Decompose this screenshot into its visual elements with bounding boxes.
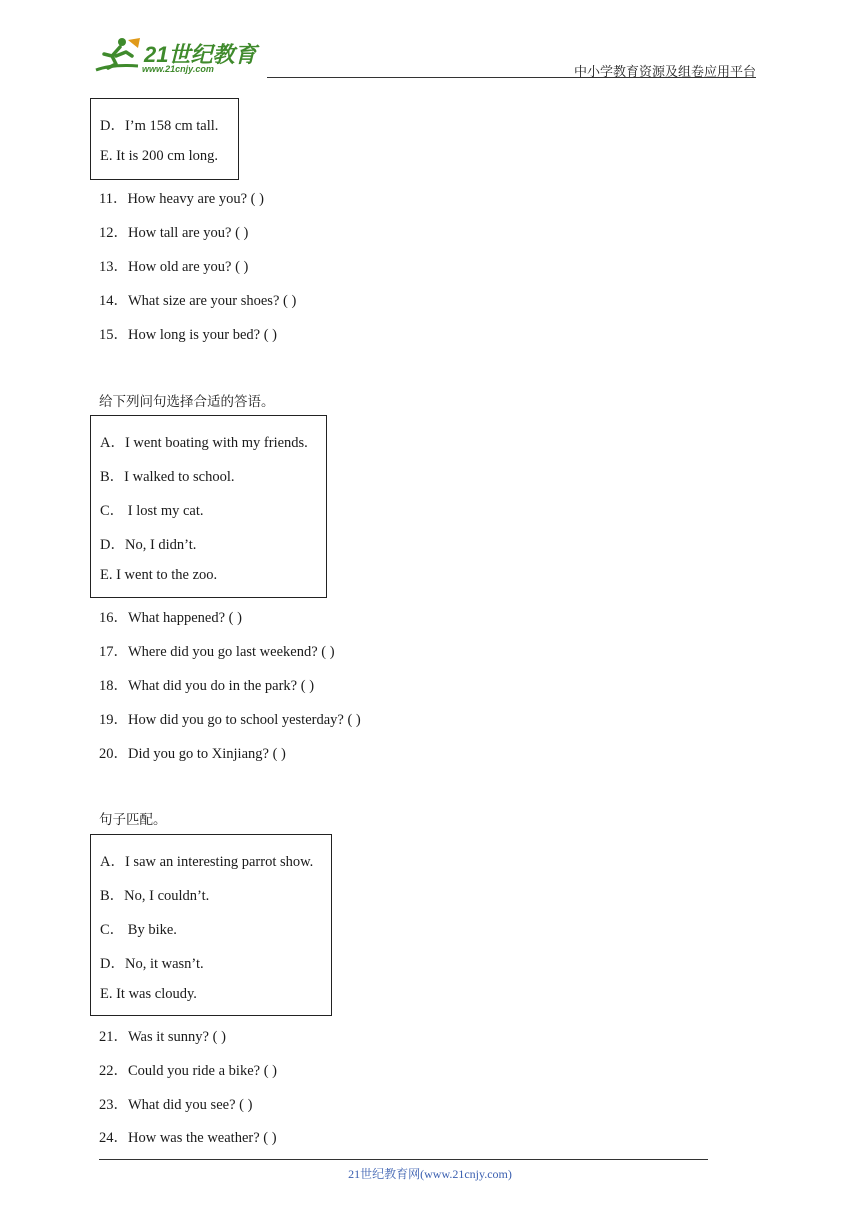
question-23: 23．What did you see? ( ) bbox=[99, 1097, 253, 1113]
platform-title: 中小学教育资源及组卷应用平台 bbox=[573, 64, 756, 79]
options-box-2 bbox=[90, 415, 327, 598]
option-d: D．No, it wasn’t. bbox=[100, 956, 204, 972]
options-box-3 bbox=[90, 834, 332, 1016]
section-title-3: 句子匹配。 bbox=[99, 812, 167, 828]
question-12: 12．How tall are you? ( ) bbox=[99, 225, 249, 241]
option-b: B．No, I couldn’t. bbox=[100, 888, 210, 904]
option-c: C． I lost my cat. bbox=[100, 503, 204, 519]
page-header bbox=[92, 34, 756, 78]
option-a: A．I saw an interesting parrot show. bbox=[100, 854, 314, 870]
option-c: C． By bike. bbox=[100, 922, 177, 938]
question-21: 21．Was it sunny? ( ) bbox=[99, 1029, 226, 1045]
option-d: D．No, I didn’t. bbox=[100, 537, 197, 553]
header-divider bbox=[267, 77, 756, 78]
option-d: D．I’m 158 cm tall. bbox=[100, 118, 219, 134]
option-e: E. It is 200 cm long. bbox=[100, 148, 219, 164]
question-17: 17．Where did you go last weekend? ( ) bbox=[99, 644, 335, 660]
options-box-1 bbox=[90, 98, 239, 180]
option-e: E. It was cloudy. bbox=[100, 986, 197, 1002]
logo bbox=[92, 34, 262, 78]
question-14: 14．What size are your shoes? ( ) bbox=[99, 293, 297, 309]
runner-logo-icon bbox=[92, 36, 144, 76]
question-24: 24．How was the weather? ( ) bbox=[99, 1130, 277, 1146]
question-20: 20．Did you go to Xinjiang? ( ) bbox=[99, 746, 286, 762]
option-b: B．I walked to school. bbox=[100, 469, 235, 485]
question-22: 22．Could you ride a bike? ( ) bbox=[99, 1063, 277, 1079]
question-15: 15．How long is your bed? ( ) bbox=[99, 327, 278, 343]
question-18: 18．What did you do in the park? ( ) bbox=[99, 678, 315, 694]
question-16: 16．What happened? ( ) bbox=[99, 610, 242, 626]
option-a: A．I went boating with my friends. bbox=[100, 435, 308, 451]
logo-url: www.21cnjy.com bbox=[142, 64, 214, 74]
question-11: 11．How heavy are you? ( ) bbox=[99, 191, 264, 207]
option-e: E. I went to the zoo. bbox=[100, 567, 218, 583]
footer-text: 21世纪教育网(www.21cnjy.com) bbox=[348, 1167, 512, 1181]
logo-text: 21世纪教育 bbox=[144, 42, 257, 67]
section-title-2: 给下列问句选择合适的答语。 bbox=[99, 394, 275, 410]
question-19: 19．How did you go to school yesterday? ( ) bbox=[99, 712, 361, 728]
question-13: 13．How old are you? ( ) bbox=[99, 259, 249, 275]
footer-divider bbox=[99, 1159, 708, 1160]
